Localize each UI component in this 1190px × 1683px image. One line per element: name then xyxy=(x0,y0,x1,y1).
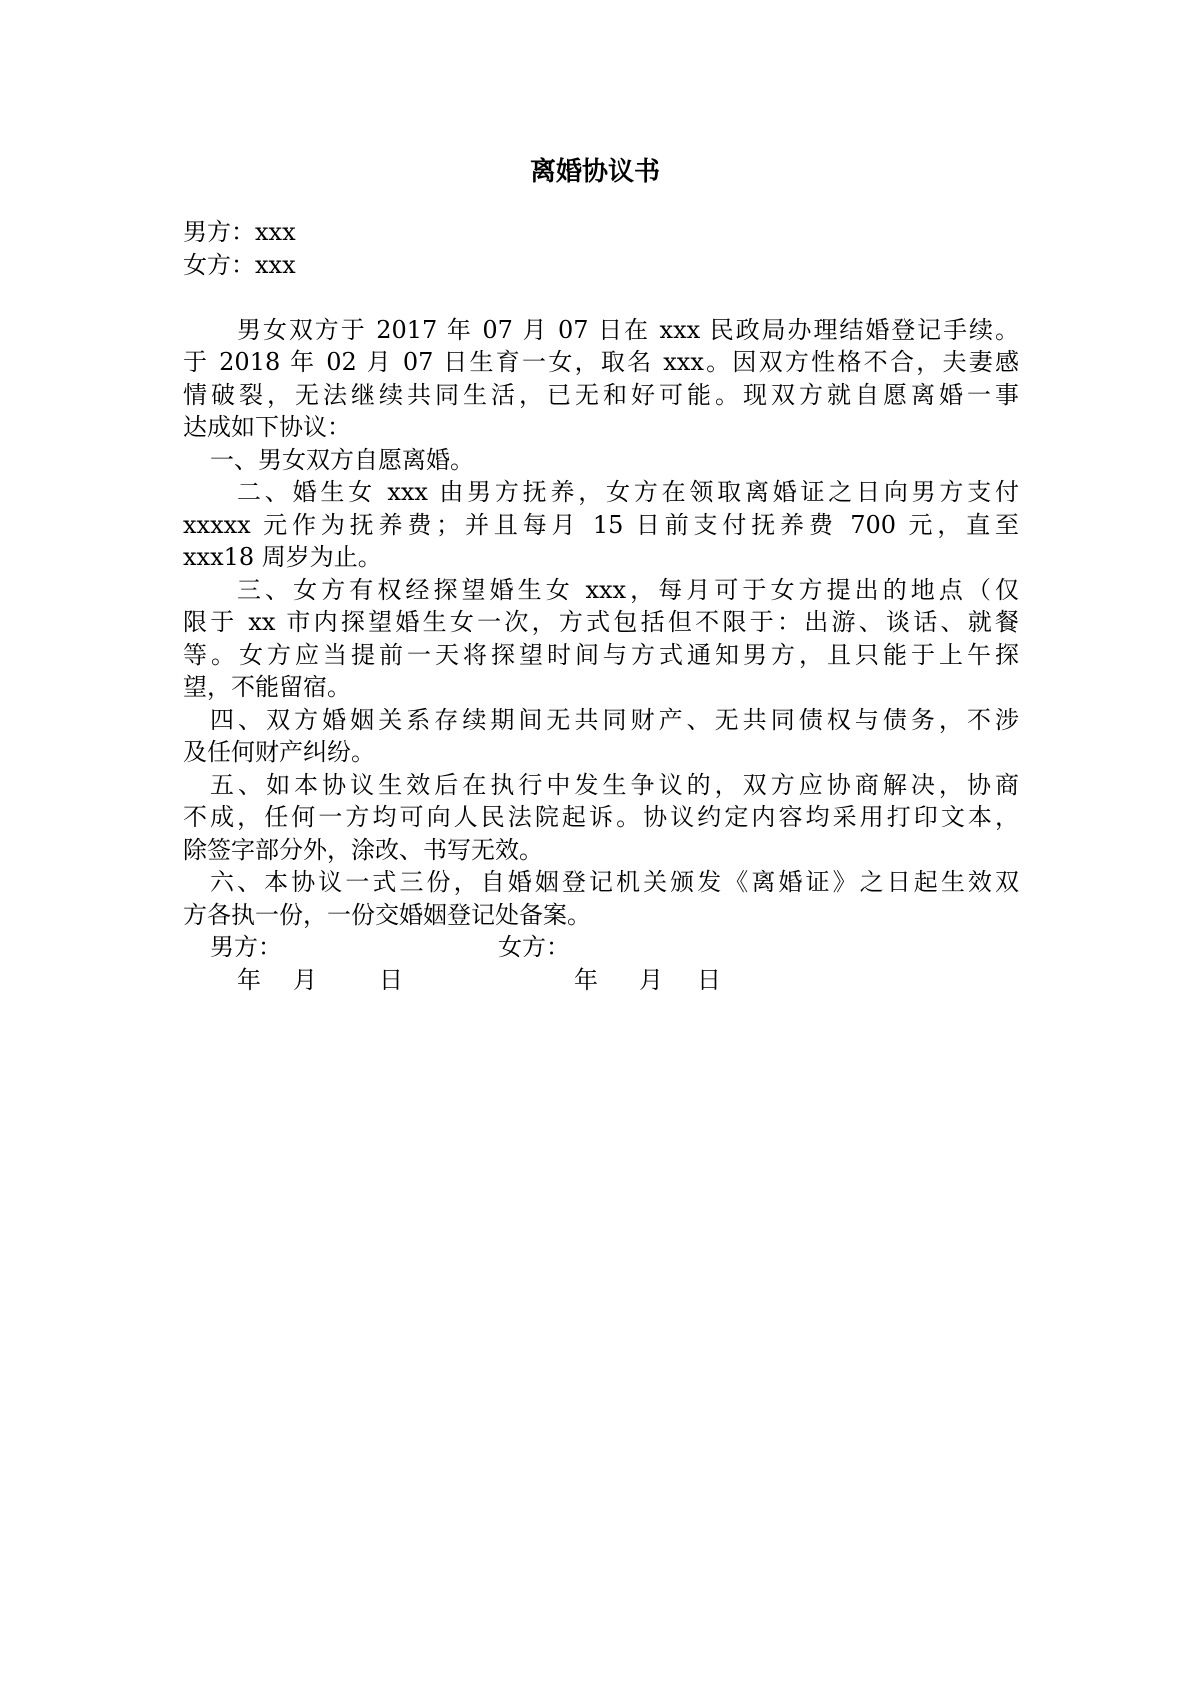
paragraph-line: 达成如下协议： xyxy=(183,413,351,441)
paragraph-line: 等。女方应当提前一天将探望时间与方式通知男方，且只能于上午探 xyxy=(183,640,1019,669)
clause-4 xyxy=(183,704,1019,769)
clause-1 xyxy=(183,444,1019,477)
female-date-month: 月 xyxy=(639,965,663,994)
document-title: 离婚协议书 xyxy=(529,157,660,187)
paragraph-line: 情破裂，无法继续共同生活，已无和好可能。现双方就自愿离婚一事 xyxy=(183,380,1019,409)
paragraph-line: 不成，任何一方均可向人民法院起诉。协议约定内容均采用打印文本， xyxy=(183,803,1019,831)
paragraph-line: 望，不能留宿。 xyxy=(183,673,351,701)
paragraph-line: 及任何财产纠纷。 xyxy=(183,738,375,766)
blank-line xyxy=(183,281,1019,314)
male-party-line: 男方：xxx xyxy=(183,218,296,246)
paragraph-line: 方各执一份，一份交婚姻登记处备案。 xyxy=(183,900,591,929)
paragraph-line: 六、本协议一式三份，自婚姻登记机关颁发《离婚证》之日起生效双 xyxy=(210,868,1019,896)
document-body xyxy=(183,216,1019,996)
paragraph-line: 五、如本协议生效后在执行中发生争议的，双方应协商解决，协商 xyxy=(210,770,1019,799)
female-signature-label: 女方： xyxy=(498,933,570,961)
paragraph-line: 除签字部分外，涂改、书写无效。 xyxy=(183,835,543,864)
clause-3 xyxy=(183,574,1019,704)
paragraph-line: 限于 xx 市内探望婚生女一次，方式包括但不限于：出游、谈话、就餐 xyxy=(183,608,1019,636)
paragraph-line: 四、双方婚姻关系存续期间无共同财产、无共同债权与债务，不涉 xyxy=(210,705,1019,734)
paragraph-line: 二、婚生女 xxx 由男方抚养，女方在领取离婚证之日向男方支付 xyxy=(237,478,1019,506)
female-date-day: 日 xyxy=(697,965,721,994)
paragraph-line: 于 2018 年 02 月 07 日生育一女，取名 xxx。因双方性格不合，夫妻感 xyxy=(183,348,1019,376)
paragraph-line: 男女双方于 2017 年 07 月 07 日在 xxx 民政局办理结婚登记手续。 xyxy=(237,315,1019,344)
signature-label-row xyxy=(183,931,1019,964)
male-date-month: 月 xyxy=(293,965,317,994)
intro-paragraph xyxy=(183,314,1019,444)
paragraph-line: xxx18 周岁为止。 xyxy=(183,543,382,571)
signature-date-row xyxy=(183,964,1019,997)
female-party-line: 女方：xxx xyxy=(183,250,296,279)
clause-2 xyxy=(183,476,1019,574)
paragraph-line: xxxxx 元作为抚养费；并且每月 15 日前支付抚养费 700 元，直至 xyxy=(183,510,1019,539)
male-date-year: 年 xyxy=(237,965,261,994)
female-date-year: 年 xyxy=(574,965,598,994)
paragraph-line: 一、男女双方自愿离婚。 xyxy=(210,445,474,474)
clause-5 xyxy=(183,769,1019,867)
male-date-day: 日 xyxy=(379,965,403,994)
male-signature-label: 男方： xyxy=(210,933,282,961)
paragraph-line: 三、女方有权经探望婚生女 xxx，每月可于女方提出的地点（仅 xyxy=(237,575,1019,604)
clause-6 xyxy=(183,866,1019,931)
